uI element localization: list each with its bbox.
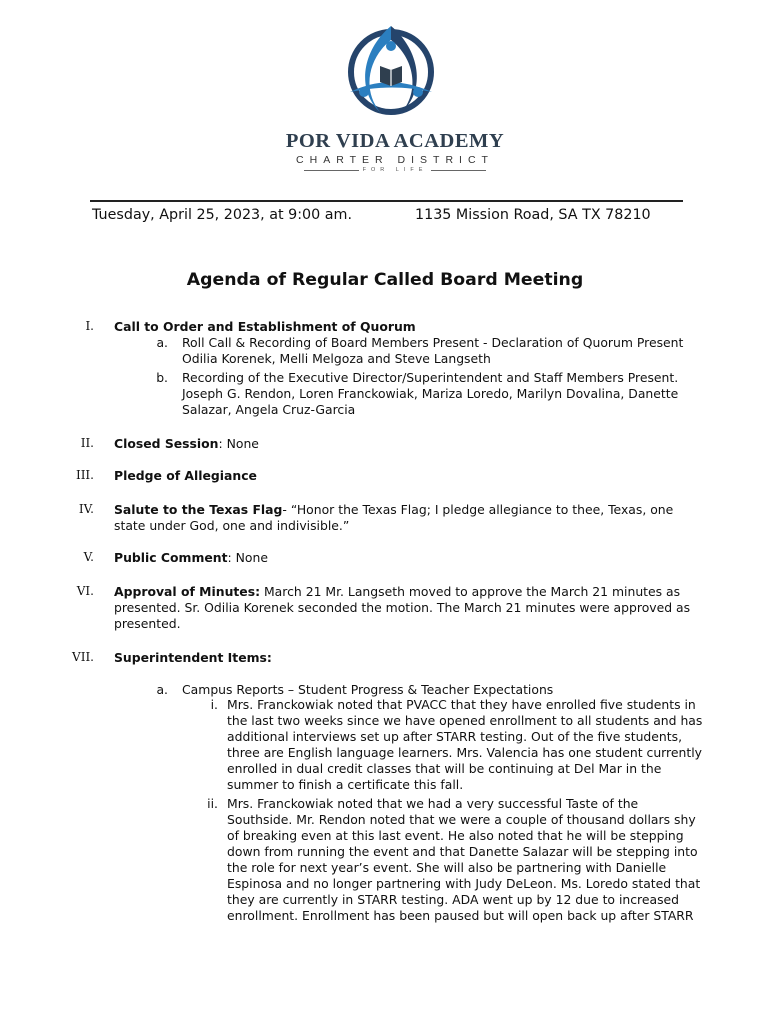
sub-label: a. xyxy=(156,335,168,350)
item-number: II. xyxy=(80,436,94,450)
item-text: enrollment. Enrollment has been paused but will open back up after STARR xyxy=(227,908,694,923)
item-text: down from running the event and that Danette Salazar will be stepping into xyxy=(227,844,698,859)
item-number: VI. xyxy=(76,584,94,598)
item-text: Odilia Korenek, Melli Melgoza and Steve Langseth xyxy=(182,351,491,366)
item-text: the role for next year’s event. She will also be partnering with Danielle xyxy=(227,860,667,875)
sub-label: a. xyxy=(156,682,168,697)
meeting-date: Tuesday, April 25, 2023, at 9:00 am. xyxy=(92,207,353,223)
item-number: IV. xyxy=(78,502,94,516)
item-text: state under God, one and indivisible.” xyxy=(114,518,350,533)
item-text: presented. Sr. Odilia Korenek seconded the motion. The March 21 minutes were approved as xyxy=(114,600,691,615)
item-number: VII. xyxy=(72,650,94,664)
item-text: they are currently in STARR testing. ADA went up by 12 due to increased xyxy=(227,892,680,907)
academy-logo-icon xyxy=(340,20,442,122)
item-text: Mrs. Franckowiak noted that we had a very successful Taste of the xyxy=(227,796,639,811)
item-text: additional interviews set up after STARR testing. Out of the five students, xyxy=(227,729,683,744)
item-text: summer to finish a certificate this fall. xyxy=(227,777,464,792)
item-text: Espinosa and no longer partnering with Judy DeLeon. Ms. Loredo stated that xyxy=(227,876,701,891)
sub-label: i. xyxy=(210,697,218,712)
item-number: I. xyxy=(85,319,94,333)
item-text: the last two weeks since we have opened enrollment to all students and has xyxy=(227,713,703,728)
sub-label: ii. xyxy=(207,796,218,811)
item-text: enrolled in dual credit classes that will be continuing at Del Mar in the xyxy=(227,761,662,776)
item-text: Roll Call & Recording of Board Members Present - Declaration of Quorum Present xyxy=(182,335,684,350)
item-heading: Pledge of Allegiance xyxy=(114,468,257,483)
meeting-location: 1135 Mission Road, SA TX 78210 xyxy=(415,207,651,223)
org-tagline: FOR LIFE xyxy=(300,166,490,174)
item-line: Salute to the Texas Flag- “Honor the Texas Flag; I pledge allegiance to thee, Texas, one xyxy=(114,502,674,517)
item-text: Salazar, Angela Cruz-Garcia xyxy=(182,402,356,417)
item-heading: Call to Order and Establishment of Quorum xyxy=(114,319,416,334)
item-line: Closed Session: None xyxy=(114,436,259,451)
item-text: Campus Reports – Student Progress & Teacher Expectations xyxy=(182,682,554,697)
item-text: Southside. Mr. Rendon noted that we were a couple of thousand dollars shy xyxy=(227,812,696,827)
item-text: Recording of the Executive Director/Superintendent and Staff Members Present. xyxy=(182,370,679,385)
item-heading: Superintendent Items: xyxy=(114,650,272,665)
item-line: Public Comment: None xyxy=(114,550,268,565)
item-text: presented. xyxy=(114,616,181,631)
page-title: Agenda of Regular Called Board Meeting xyxy=(186,270,584,290)
item-text: three are English language learners. Mrs. Valencia has one student currently xyxy=(227,745,702,760)
item-number: V. xyxy=(83,550,94,564)
sub-label: b. xyxy=(156,370,168,385)
item-text: Joseph G. Rendon, Loren Franckowiak, Mariza Loredo, Marilyn Dovalina, Danette xyxy=(182,386,679,401)
item-text: Mrs. Franckowiak noted that PVACC that they have enrolled five students in xyxy=(227,697,696,712)
org-subtitle: CHARTER DISTRICT xyxy=(296,154,494,166)
item-number: III. xyxy=(75,468,94,482)
item-text: of breaking even at this last event. He also noted that he will be stepping xyxy=(227,828,684,843)
header-divider xyxy=(90,200,683,202)
org-name: POR VIDA ACADEMY xyxy=(285,130,505,152)
item-line: Approval of Minutes: March 21 Mr. Langseth moved to approve the March 21 minutes as xyxy=(114,584,681,599)
